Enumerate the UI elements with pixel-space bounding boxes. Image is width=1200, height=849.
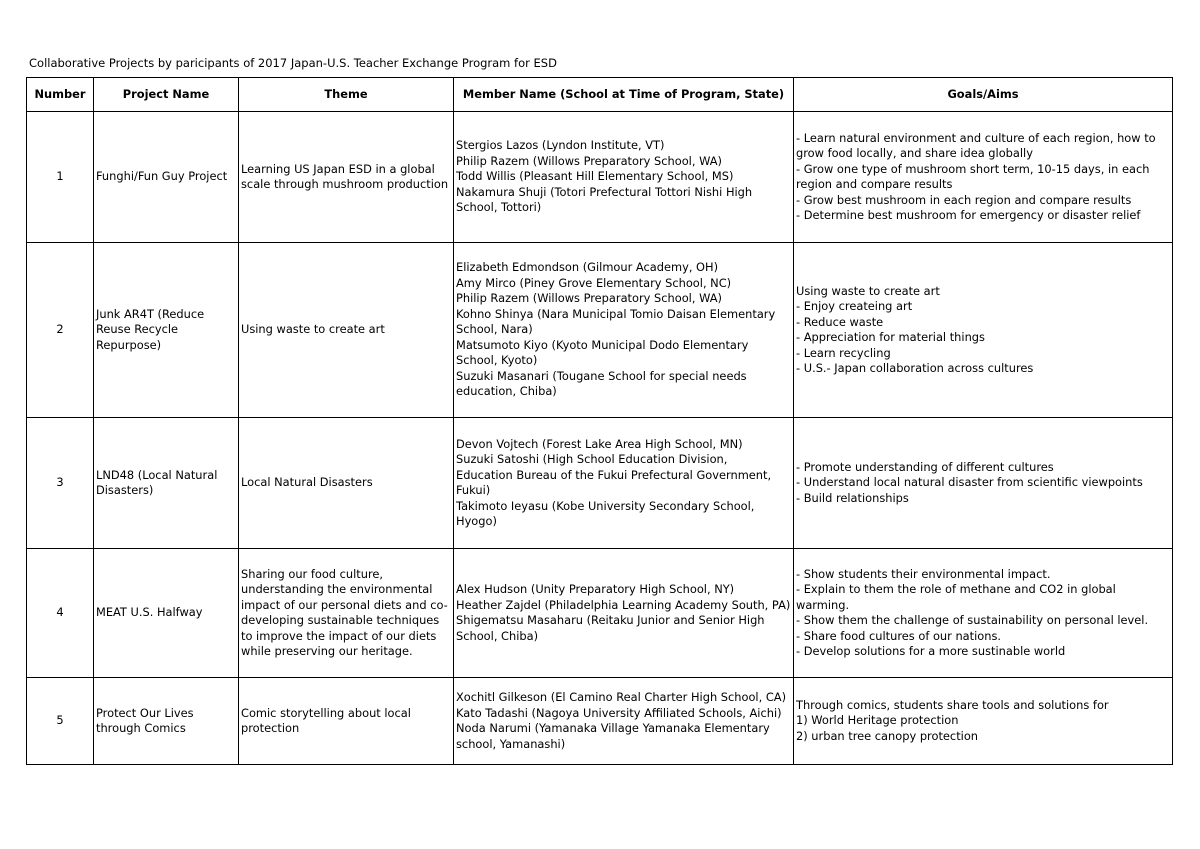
cell-number: 1 [27, 112, 94, 243]
cell-members: Devon Vojtech (Forest Lake Area High School, MN) Suzuki Satoshi (High School Education Division, Education Bureau of the Fukui Prefectural Government, Fukui) Takimoto Ieyasu (Kobe University Secondary School, Hyogo) [454, 418, 794, 549]
table-row [27, 112, 1173, 243]
cell-number: 4 [27, 549, 94, 678]
cell-theme: Learning US Japan ESD in a global scale through mushroom production [239, 112, 454, 243]
cell-goals: - Show students their environmental impact. - Explain to them the role of methane and CO2 in global warming. - Show them the challenge of sustainability on personal level. - Share food cultures of our nations. - Develop solutions for a more sustinable world [794, 549, 1173, 678]
header-number: Number [27, 78, 94, 112]
cell-theme: Using waste to create art [239, 243, 454, 418]
header-theme: Theme [239, 78, 454, 112]
table-row [27, 549, 1173, 678]
cell-members: Alex Hudson (Unity Preparatory High School, NY) Heather Zajdel (Philadelphia Learning Academy South, PA) Shigematsu Masaharu (Reitaku Junior and Senior High School, Chiba) [454, 549, 794, 678]
cell-theme: Local Natural Disasters [239, 418, 454, 549]
cell-number: 3 [27, 418, 94, 549]
cell-project-name: Funghi/Fun Guy Project [94, 112, 239, 243]
cell-theme: Sharing our food culture, understanding the environmental impact of our personal diets and co-developing sustainable techniques to improve the impact of our diets while preserving our heritage. [239, 549, 454, 678]
header-project-name: Project Name [94, 78, 239, 112]
cell-goals: - Promote understanding of different cultures - Understand local natural disaster from scientific viewpoints - Build relationships [794, 418, 1173, 549]
table-row [27, 418, 1173, 549]
cell-number: 5 [27, 678, 94, 765]
header-member-name: Member Name (School at Time of Program, State) [454, 78, 794, 112]
cell-theme: Comic storytelling about local protection [239, 678, 454, 765]
document-title: Collaborative Projects by paricipants of 2017 Japan-U.S. Teacher Exchange Program for ESD [29, 56, 557, 70]
cell-number: 2 [27, 243, 94, 418]
header-goals-aims: Goals/Aims [794, 78, 1173, 112]
projects-table [26, 77, 1173, 765]
cell-project-name: LND48 (Local Natural Disasters) [94, 418, 239, 549]
cell-goals: Using waste to create art - Enjoy createing art - Reduce waste - Appreciation for material things - Learn recycling - U.S.- Japan collaboration across cultures [794, 243, 1173, 418]
table-header-row [27, 78, 1173, 112]
cell-members: Stergios Lazos (Lyndon Institute, VT) Philip Razem (Willows Preparatory School, WA) Todd Willis (Pleasant Hill Elementary School, MS) Nakamura Shuji (Totori Prefectural Tottori Nishi High School, Tottori) [454, 112, 794, 243]
cell-project-name: Protect Our Lives through Comics [94, 678, 239, 765]
cell-goals: - Learn natural environment and culture of each region, how to grow food locally, and share idea globally - Grow one type of mushroom short term, 10-15 days, in each region and compare results - Grow best mushroom in each region and compare results - Determine best mushroom for emergency or disaster relief [794, 112, 1173, 243]
table-row [27, 678, 1173, 765]
table-row [27, 243, 1173, 418]
cell-project-name: Junk AR4T (Reduce Reuse Recycle Repurpose) [94, 243, 239, 418]
cell-project-name: MEAT U.S. Halfway [94, 549, 239, 678]
cell-goals: Through comics, students share tools and solutions for 1) World Heritage protection 2) urban tree canopy protection [794, 678, 1173, 765]
cell-members: Elizabeth Edmondson (Gilmour Academy, OH) Amy Mirco (Piney Grove Elementary School, NC) Philip Razem (Willows Preparatory School, WA) Kohno Shinya (Nara Municipal Tomio Daisan Elementary School, Nara) Matsumoto Kiyo (Kyoto Municipal Dodo Elementary School, Kyoto) Suzuki Masanari (Tougane School for special needs education, Chiba) [454, 243, 794, 418]
cell-members: Xochitl Gilkeson (El Camino Real Charter High School, CA) Kato Tadashi (Nagoya University Affiliated Schools, Aichi) Noda Narumi (Yamanaka Village Yamanaka Elementary school, Yamanashi) [454, 678, 794, 765]
